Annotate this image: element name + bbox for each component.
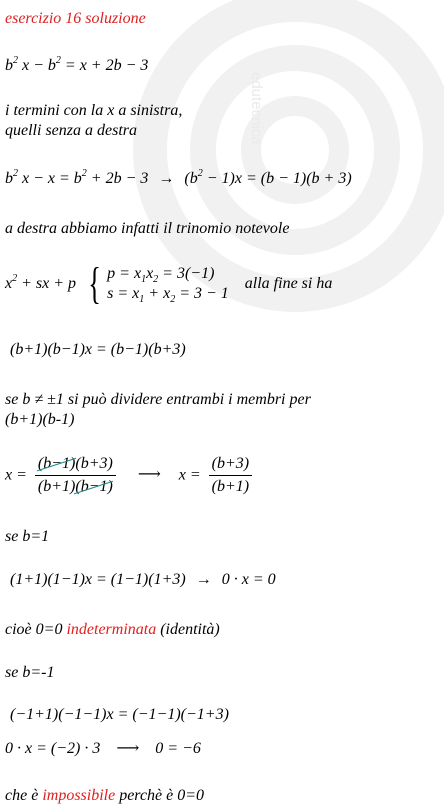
arrow-icon: → xyxy=(195,571,212,588)
note-2: a destra abbiamo infatti il trinomio notevole xyxy=(5,220,290,237)
system-of-equations xyxy=(84,259,229,308)
equation-4: (1+1)(1−1)x = (1−1)(1+3) → 0 · x = 0 xyxy=(10,571,276,588)
conclusion-2: che è impossibile perchè è 0=0 xyxy=(5,787,205,804)
system-s: $s = x_1 + x_2 = 3 - 1$ xyxy=(107,285,229,305)
impossibile-word: impossibile xyxy=(42,787,116,804)
system-p: $p = x_1x_2 = 3(-1)$ xyxy=(107,265,215,285)
conclusion-1: cioè 0=0 indeterminata (identità) xyxy=(5,621,220,638)
arrow-icon: → xyxy=(158,170,175,187)
indeterminata-word: indeterminata xyxy=(66,621,157,638)
note-3-line-1: se b ≠ ±1 si può dividere entrambi i membri per xyxy=(5,391,311,408)
equation-5: (−1+1)(−1−1)x = (−1−1)(−1+3) xyxy=(10,706,229,723)
equation-3: (b+1)(b−1)x = (b−1)(b+3) xyxy=(10,341,186,358)
note-3 xyxy=(5,390,311,430)
equation-6: 0 · x = (−2) · 3 ⟶ 0 = −6 xyxy=(5,740,201,757)
watermark-text: edutecnica xyxy=(248,72,265,145)
fraction-left: $\frac{(b-1)(b+3)}{(b+1)(b-1)}$ xyxy=(35,455,116,496)
trinomio-system: $x^2$ + sx + p { $p = x_1x_2 = 3(-1)$ $s = x_1 + x_2 = 3 - 1$ alla fine si ha xyxy=(5,259,333,308)
cancelled-term: (b−1) xyxy=(75,478,113,495)
long-arrow-icon: ⟶ xyxy=(116,740,140,757)
equation-1: $b^2$ $x - b^2 = x + 2b - 3$ xyxy=(5,55,149,74)
case-b-equals-1: se b=1 xyxy=(5,528,50,545)
note-1 xyxy=(5,101,182,141)
brace-icon: { xyxy=(88,259,101,308)
note-1-line-1: i termini con la x a sinistra, xyxy=(5,102,183,119)
long-arrow-icon: ⟶ xyxy=(137,466,161,484)
fraction-right: $\frac{(b+3)}{(b+1)}$ xyxy=(209,455,252,496)
alla-fine-text: alla fine si ha xyxy=(244,275,333,292)
page-title: esercizio 16 soluzione xyxy=(5,10,146,27)
simplification: x = $\frac{(b-1)(b+3)}{(b+1)(b-1)}$ ⟶ x = $\frac{(b+3)}{(b+1)}$ xyxy=(5,455,256,496)
note-1-line-2: quelli senza a destra xyxy=(5,122,137,139)
cancelled-term: (b−1) xyxy=(37,455,76,472)
note-3-line-2: (b+1)(b-1) xyxy=(5,411,75,428)
equation-2: $b^2$ $x - x = b^2 + 2b - 3 \to (b^2 - 1)x = (b - 1)(b + 3)$ xyxy=(5,168,352,187)
case-b-equals-minus-1: se b=-1 xyxy=(5,664,55,681)
